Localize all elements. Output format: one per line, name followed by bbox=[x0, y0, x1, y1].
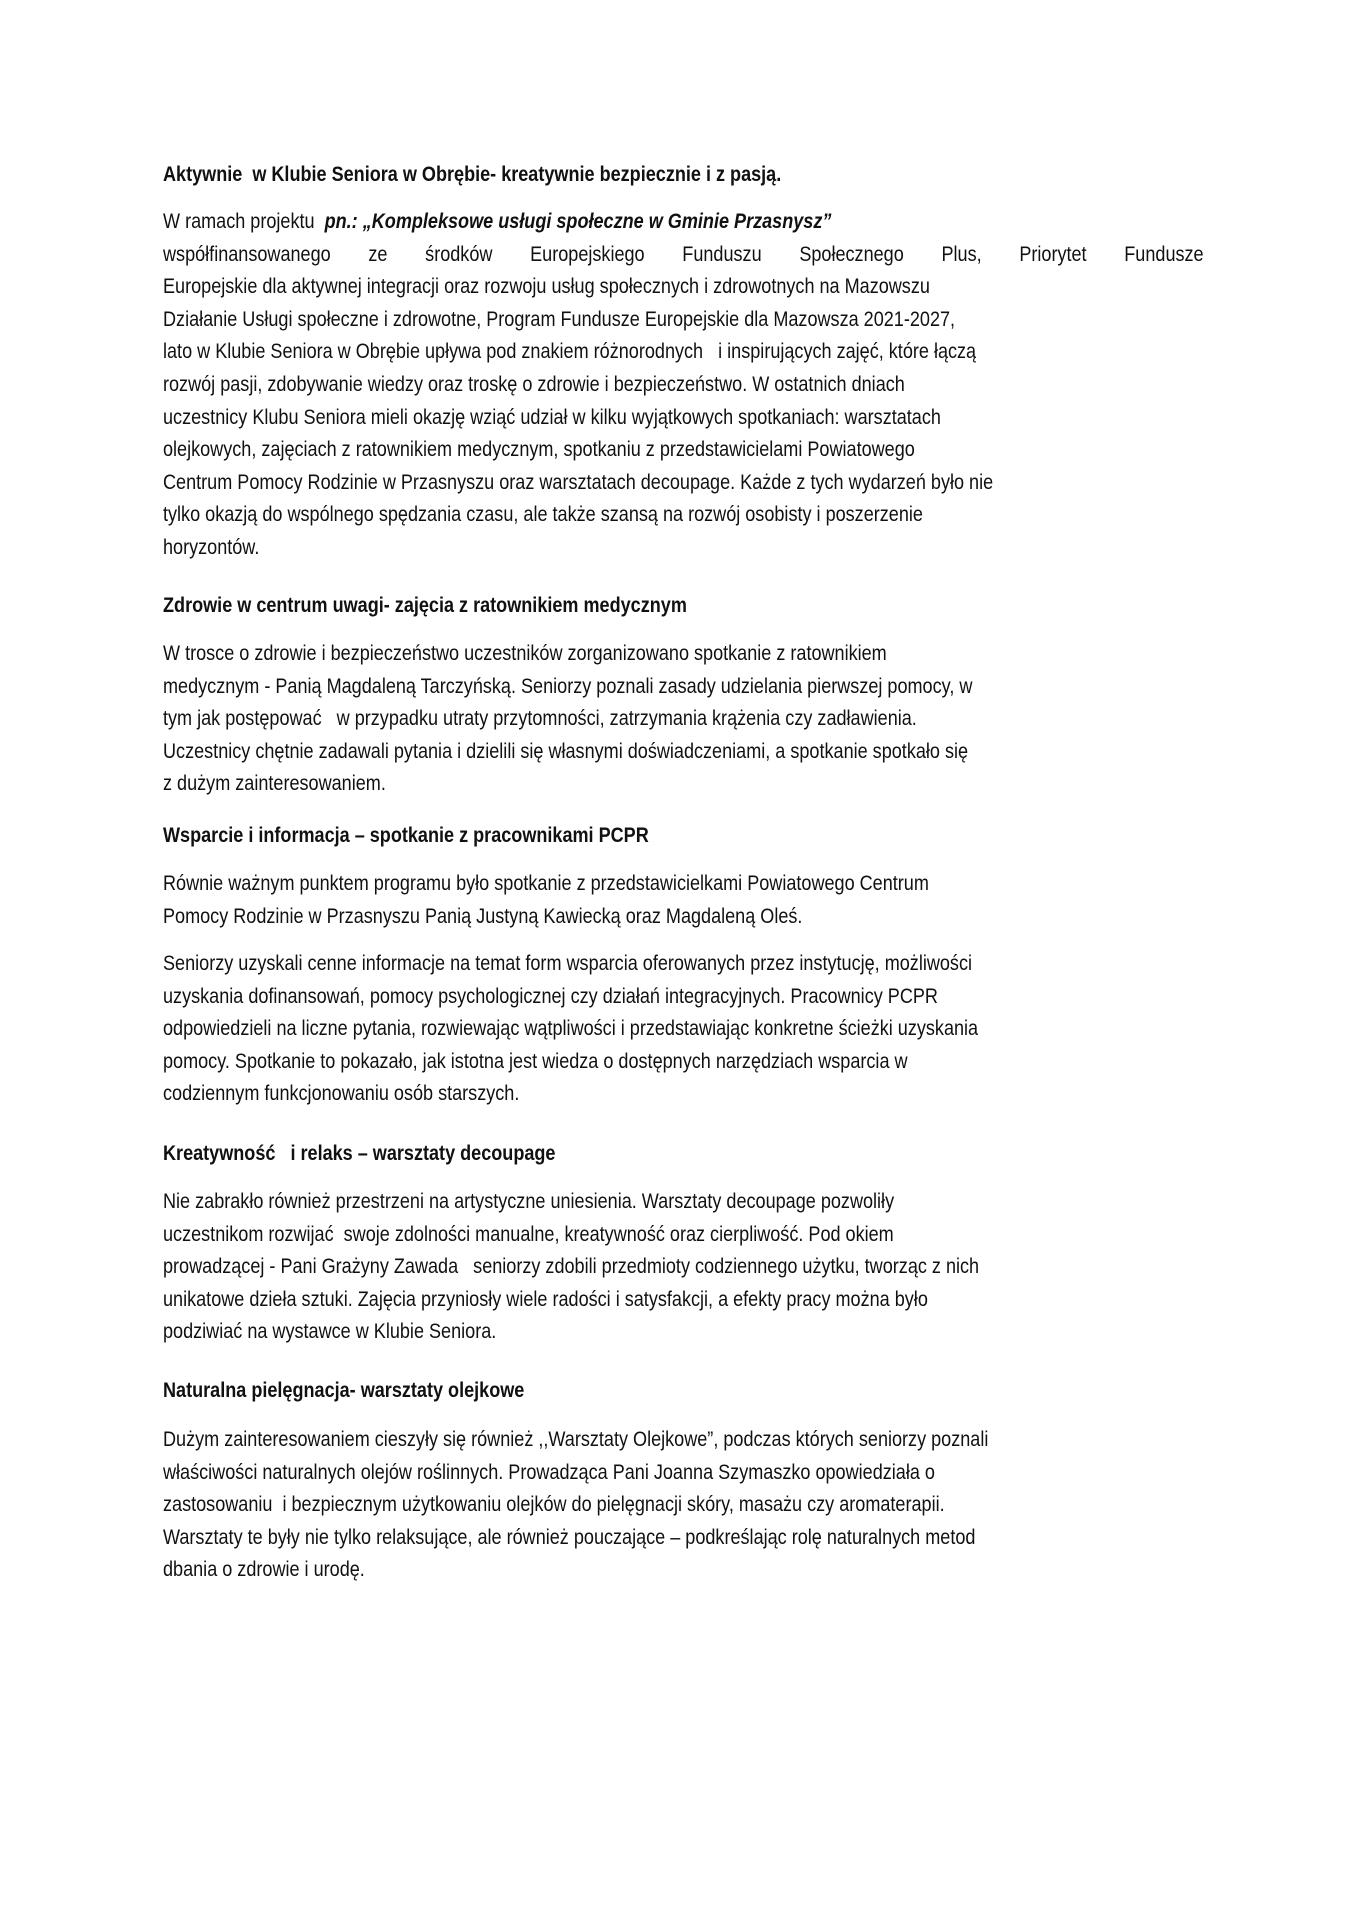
section-paragraph bbox=[163, 1186, 1204, 1349]
intro-first-line bbox=[163, 206, 1204, 239]
intro-line: tylko okazją do wspólnego spędzania czasu, ale także szansą na rozwój osobisty i poszerzenie bbox=[163, 503, 923, 527]
intro-line: uczestnicy Klubu Seniora mieli okazję wziąć udział w kilku wyjątkowych spotkaniach: warsztatach bbox=[163, 405, 941, 429]
paragraph-line: pomocy. Spotkanie to pokazało, jak istotna jest wiedza o dostępnych narzędziach wsparcia w bbox=[163, 1049, 908, 1073]
paragraph-line: codziennym funkcjonowaniu osób starszych. bbox=[163, 1082, 520, 1106]
paragraph-line: odpowiedzieli na liczne pytania, rozwiewając wątpliwości i przedstawiając konkretne ścieżki uzyskania bbox=[163, 1017, 979, 1041]
document-title-block bbox=[163, 160, 1204, 190]
paragraph-line: Pomocy Rodzinie w Przasnyszu Panią Justyną Kawiecką oraz Magdaleną Oleś. bbox=[163, 904, 803, 928]
document-title: Aktywnie w Klubie Seniora w Obrębie- kreatywnie bezpiecznie i z pasją. bbox=[163, 163, 782, 186]
paragraph-line: uzyskania dofinansowań, pomocy psychologicznej czy działań integracyjnych. Pracownicy PCPR bbox=[163, 984, 938, 1008]
intro-paragraph bbox=[163, 206, 1204, 565]
paragraph-line: zastosowaniu i bezpiecznym użytkowaniu olejków do pielęgnacji skóry, masażu czy aromaterapii. bbox=[163, 1493, 945, 1517]
paragraph-line: tym jak postępować w przypadku utraty przytomności, zatrzymania krążenia czy zadławienia. bbox=[163, 707, 917, 731]
paragraph-line: medycznym - Panią Magdaleną Tarczyńską. Seniorzy poznali zasady udzielania pierwszej pomocy, w bbox=[163, 674, 973, 698]
paragraph-line: W trosce o zdrowie i bezpieczeństwo uczestników zorganizowano spotkanie z ratownikiem bbox=[163, 642, 887, 665]
paragraph-line: dbania o zdrowie i urodę. bbox=[163, 1558, 365, 1582]
section-paragraph bbox=[163, 948, 1204, 1111]
intro-line: lato w Klubie Seniora w Obrębie upływa pod znakiem różnorodnych i inspirujących zajęć, które łączą bbox=[163, 340, 977, 364]
section-heading-block bbox=[163, 1376, 1204, 1406]
paragraph-line: unikatowe dzieła sztuki. Zajęcia przyniosły wiele radości i satysfakcji, a efekty pracy można było bbox=[163, 1287, 928, 1311]
paragraph-line: Nie zabrakło również przestrzeni na artystyczne uniesienia. Warsztaty decoupage pozwoliły bbox=[163, 1190, 895, 1213]
section-heading-pcpr: Wsparcie i informacja – spotkanie z pracownikami PCPR bbox=[163, 824, 649, 847]
section-heading-block bbox=[163, 1139, 1204, 1169]
paragraph-line: właściwości naturalnych olejów roślinnych. Prowadząca Pani Joanna Szymaszko opowiedziała o bbox=[163, 1460, 935, 1484]
paragraph-line: Warsztaty te były nie tylko relaksujące, ale również pouczające – podkreślając rolę naturalnych metod bbox=[163, 1525, 976, 1549]
intro-line: olejkowych, zajęciach z ratownikiem medycznym, spotkaniu z przedstawicielami Powiatowego bbox=[163, 438, 915, 462]
paragraph-line: Równie ważnym punktem programu było spotkanie z przedstawicielkami Powiatowego Centrum bbox=[163, 872, 929, 895]
paragraph-line: uczestnikom rozwijać swoje zdolności manualne, kreatywność oraz cierpliwość. Pod okiem bbox=[163, 1222, 894, 1246]
intro-line: Działanie Usługi społeczne i zdrowotne, Program Fundusze Europejskie dla Mazowsza 2021-2027, bbox=[163, 307, 956, 331]
paragraph-line: podziwiać na wystawce w Klubie Seniora. bbox=[163, 1320, 497, 1344]
section-heading-health: Zdrowie w centrum uwagi- zajęcia z ratownikiem medycznym bbox=[163, 594, 687, 617]
section-heading-decoupage: Kreatywność i relaks – warsztaty decoupage bbox=[163, 1142, 556, 1165]
paragraph-line: Seniorzy uzyskali cenne informacje na temat form wsparcia oferowanych przez instytucję, możliwości bbox=[163, 952, 973, 975]
intro-line: horyzontów. bbox=[163, 535, 260, 559]
section-paragraph bbox=[163, 638, 1204, 801]
section-paragraph bbox=[163, 1424, 1204, 1587]
paragraph-line: z dużym zainteresowaniem. bbox=[163, 772, 386, 796]
intro-line: rozwój pasji, zdobywanie wiedzy oraz troskę o zdrowie i bezpieczeństwo. W ostatnich dniach bbox=[163, 372, 905, 396]
paragraph-line: prowadzącej - Pani Grażyny Zawada seniorzy zdobili przedmioty codziennego użytku, tworząc z nich bbox=[163, 1255, 980, 1279]
paragraph-line: Dużym zainteresowaniem cieszyły się również ,,Warsztaty Olejkowe”, podczas których seniorzy poznali bbox=[163, 1428, 989, 1451]
intro-line: Centrum Pomocy Rodzinie w Przasnyszu oraz warsztatach decoupage. Każde z tych wydarzeń było nie bbox=[163, 470, 994, 494]
project-name: pn.: „Kompleksowe usługi społeczne w Gminie Przasnysz” bbox=[324, 210, 832, 233]
section-heading-oils: Naturalna pielęgnacja- warsztaty olejkowe bbox=[163, 1379, 525, 1402]
intro-lead: W ramach projektu bbox=[163, 210, 325, 233]
section-paragraph bbox=[163, 868, 1204, 933]
section-heading-block bbox=[163, 821, 1204, 851]
intro-line: Europejskie dla aktywnej integracji oraz rozwoju usług społecznych i zdrowotnych na Mazowszu bbox=[163, 275, 930, 299]
intro-line: współfinansowanego ze środków Europejskiego Funduszu Społecznego Plus, Priorytet Fundusze bbox=[163, 242, 1204, 266]
paragraph-line: Uczestnicy chętnie zadawali pytania i dzielili się własnymi doświadczeniami, a spotkanie spotkało się bbox=[163, 739, 969, 763]
section-heading-block bbox=[163, 591, 1204, 621]
